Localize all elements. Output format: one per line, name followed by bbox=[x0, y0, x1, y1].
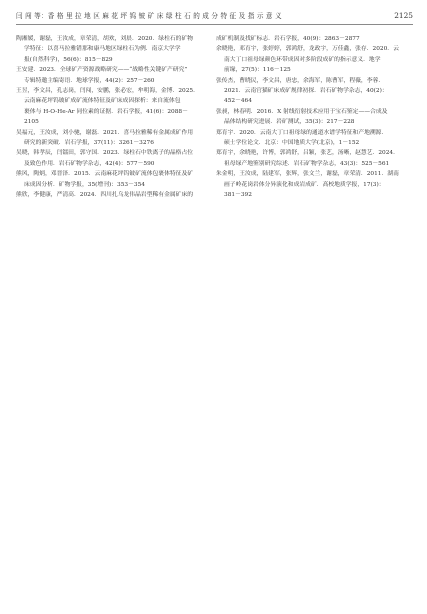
reference-line: 452－464 bbox=[224, 98, 252, 105]
reference-entry bbox=[216, 44, 412, 75]
reference-line: 祖母绿产地鉴别研究综述．岩石矿物学杂志，43(3)：525－561 bbox=[224, 160, 390, 167]
reference-line: 床成因分析．矿物学报，35(增刊)：353－354 bbox=[24, 181, 145, 188]
references-left-column bbox=[16, 34, 212, 201]
reference-line: 南大丁口祖母绿颜色环带成因对多阶段成矿的指示意义．地学 bbox=[224, 56, 381, 63]
reference-line: 成矿机制及找矿标志．岩石学报，40(9)：2863－2877 bbox=[216, 36, 360, 42]
reference-line: 云南麻花坪钨铍矿成矿流体特征及矿床成因探析：来自流体包 bbox=[24, 98, 181, 105]
reference-line: 吴晓，韩孝辰，闫镭田，郭守国．2023．绿柱石中铁离子的晶格占位 bbox=[16, 150, 194, 157]
reference-line: 报(自然科学)，56(6)：815－829 bbox=[24, 56, 113, 63]
reference-line: 王安建．2023．全球矿产资源战略研究——“战略性关键矿产研究” bbox=[16, 67, 188, 74]
reference-line: 画子岭花岗岩体分异演化和成岩成矿．高校地质学报，17(3)： bbox=[224, 181, 385, 188]
reference-line: 张传杰，曹晓民，李文昌，唐忠，余海军，陈曹军，程薇，李蓉． bbox=[216, 77, 385, 84]
reference-line: 裹体与 H-O-He-Ar 同位素的证据．岩石学报，41(6)：2088－ bbox=[24, 108, 188, 115]
reference-line: 及致色作用．岩石矿物学杂志，42(4)：577－590 bbox=[24, 160, 155, 167]
reference-entry bbox=[216, 148, 412, 169]
page-number: 2125 bbox=[394, 11, 413, 20]
reference-line: 郑育宇．2020．云南大丁口祖母绿的通道水谱学特征和产地溯源． bbox=[216, 129, 388, 136]
reference-line: 熊欣，李健康，严清高．2024．四川扎乌龙伟晶岩型稀有金属矿床的 bbox=[16, 192, 194, 199]
reference-line: 吴福元，王汝成，刘小驰，谢磊．2021．喜马拉雅稀有金属成矿作用 bbox=[16, 129, 194, 136]
reference-entry bbox=[216, 34, 412, 44]
reference-line: 硕士学位论文．北京：中国地质大学(北京)，1－152 bbox=[224, 140, 360, 147]
reference-line: 郑育宇，余晓艳，许博，郭鸿舒，吕颖，张艺，汤晰，赵慧艺．2024． bbox=[216, 150, 399, 157]
reference-line: 专辑特邀主编寄语．地球学报，44(2)：257－260 bbox=[24, 77, 155, 84]
reference-entry bbox=[16, 169, 212, 190]
reference-line: 朱金明，王汝成，陆建军，张辉，张文兰，谢磊，章荣清．2011．湖南 bbox=[216, 171, 399, 178]
reference-line: 张昶，林春明．2016．X 射线衍射技术应用于宝石鉴定——合成及 bbox=[216, 108, 388, 115]
reference-entry bbox=[16, 190, 212, 200]
reference-entry bbox=[16, 148, 212, 169]
reference-entry bbox=[216, 107, 412, 128]
reference-line: 研究的新突破．岩石学报，37(11)：3261－3276 bbox=[24, 140, 154, 147]
reference-entry bbox=[216, 128, 412, 149]
reference-line: 2105 bbox=[24, 119, 39, 126]
reference-line: 学特征：以喜马拉雅错那和康马地区绿柱石为例．南京大学学 bbox=[24, 46, 181, 53]
reference-entry bbox=[16, 86, 212, 128]
reference-line: 前缘，27(5)：116－125 bbox=[224, 67, 291, 74]
reference-line: 陶湘媛，谢磊，王汝成，章荣清，胡欢，刘晨．2020．绿柱石的矿物 bbox=[16, 36, 194, 42]
references-right-column bbox=[216, 34, 412, 201]
reference-line: 381－392 bbox=[224, 192, 252, 199]
reference-line: 2021．云南官猫矿床成矿规律初探．岩石矿物学杂志，40(2)： bbox=[224, 88, 388, 95]
reference-entry bbox=[216, 76, 412, 107]
running-header bbox=[16, 10, 413, 22]
reference-entry bbox=[16, 34, 212, 65]
reference-entry bbox=[16, 128, 212, 149]
reference-line: 熊风，陶炳，邓晋泽．2015．云南麻花坪钨铍矿流体包裹体特征及矿 bbox=[16, 171, 194, 178]
reference-line: 王昱，李文昌，孔志岗，闫闯，安鹏，张必宏，牟明海，金博．2025． bbox=[16, 88, 199, 95]
running-title: 闫 闯 等：香 格 里 拉 地 区 麻 花 坪 钨 铍 矿 床 绿 柱 石 的 成 分 特 征 及 指 示 意 义 bbox=[16, 12, 282, 20]
reference-line: 晶体结构研究进展．岩矿测试，35(3)：217－228 bbox=[224, 119, 355, 126]
reference-line: 余晓艳，邓育宇，张婷婷，郭鸿舒，龙政宇，万佳鑫，张存．2020．云 bbox=[216, 46, 399, 53]
header-rule bbox=[16, 24, 413, 25]
reference-entry bbox=[216, 169, 412, 200]
reference-entry bbox=[16, 65, 212, 86]
